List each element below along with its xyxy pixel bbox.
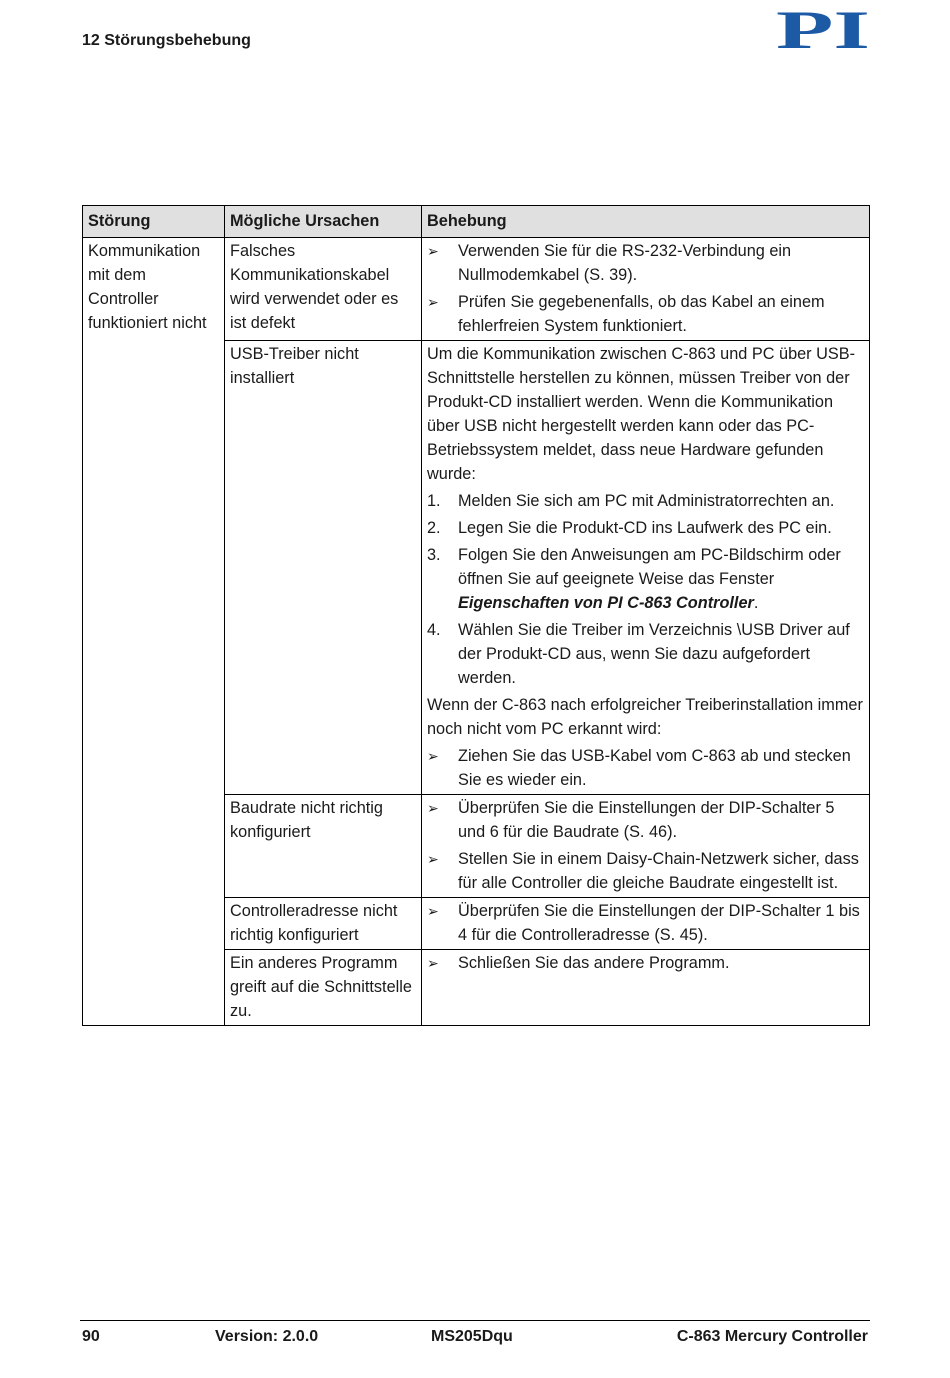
remedy-intro: Um die Kommunikation zwischen C-863 und PC über USB-Schnittstelle herstellen zu können, müssen Treiber von der Produkt-CD installiert werden. Wenn die Kommunikation über USB nicht hergestellt werden kann oder das PC-Betriebssystem meldet, dass neue Hardware gefunden wurde: [427,345,856,483]
list-item-text: Ziehen Sie das USB-Kabel vom C-863 ab und stecken Sie es wieder ein. [458,747,851,789]
arrow-bullet-icon: ➢ [427,903,439,919]
footer-divider [80,1320,870,1321]
bullet-list [427,796,864,895]
list-item [427,847,864,895]
arrow-bullet-icon: ➢ [427,748,439,764]
arrow-bullet-icon: ➢ [427,243,439,259]
list-item [427,744,864,792]
step-emphasis: Eigenschaften von PI C-863 Controller [458,594,754,612]
remedy-outro: Wenn der C-863 nach erfolgreicher Treiberinstallation immer noch nicht vom PC erkannt wird: [427,696,863,738]
list-item-text: Überprüfen Sie die Einstellungen der DIP-Schalter 5 und 6 für die Baudrate (S. 46). [458,799,835,841]
step-number: 2. [427,519,441,537]
footer-doc-id: MS205Dqu [431,1328,513,1345]
bullet-list [427,899,864,947]
arrow-bullet-icon: ➢ [427,294,439,310]
page-number: 90 [82,1328,100,1345]
pi-logo [776,6,872,52]
arrow-bullet-icon: ➢ [427,955,439,971]
fault-cell: Kommunikation mit dem Controller funktioniert nicht [83,238,225,1026]
bullet-list [427,744,864,792]
step-number: 3. [427,546,441,564]
cause-cell: Ein anderes Programm greift auf die Schnittstelle zu. [225,950,422,1026]
troubleshooting-table [82,205,870,1026]
cause-cell: Falsches Kommunikationskabel wird verwendet oder es ist defekt [225,238,422,341]
list-item-text: Stellen Sie in einem Daisy-Chain-Netzwerk sicher, dass für alle Controller die gleiche Baudrate eingestellt ist. [458,850,859,892]
list-item-text: Verwenden Sie für die RS-232-Verbindung ein Nullmodemkabel (S. 39). [458,242,792,284]
bullet-list [427,951,864,975]
numbered-steps [427,489,864,690]
arrow-bullet-icon: ➢ [427,851,439,867]
chapter-title: 12 Störungsbehebung [82,32,251,49]
table-header-row [83,206,870,238]
list-item [427,290,864,338]
list-item [427,516,864,540]
step-suffix: . [753,594,759,612]
list-item [427,951,864,975]
cause-cell: Baudrate nicht richtig konfiguriert [225,795,422,898]
footer-product: C-863 Mercury Controller [676,1328,868,1345]
list-item [427,489,864,513]
list-item-text: Prüfen Sie gegebenenfalls, ob das Kabel an einem fehlerfreien System funktioniert. [458,293,825,335]
remedy-cell [422,898,870,950]
bullet-list [427,239,864,338]
arrow-bullet-icon: ➢ [427,800,439,816]
footer-version: Version: 2.0.0 [215,1328,319,1345]
list-item-text: Schließen Sie das andere Programm. [458,954,730,972]
list-item [427,543,864,615]
cause-cell: USB-Treiber nicht installiert [225,341,422,795]
remedy-cell [422,950,870,1026]
remedy-cell [422,238,870,341]
column-header-causes: Mögliche Ursachen [225,206,422,238]
cause-cell: Controlleradresse nicht richtig konfiguriert [225,898,422,950]
step-text: Legen Sie die Produkt-CD ins Laufwerk des PC ein. [458,519,832,537]
list-item [427,618,864,690]
step-number: 1. [427,492,441,510]
step-text: Wählen Sie die Treiber im Verzeichnis \USB Driver auf der Produkt-CD aus, wenn Sie dazu aufgefordert werden. [458,621,850,687]
list-item [427,239,864,287]
column-header-remedy: Behebung [422,206,870,238]
step-text: Melden Sie sich am PC mit Administratorrechten an. [458,492,835,510]
table-row [83,238,870,341]
step-number: 4. [427,621,441,639]
list-item [427,796,864,844]
step-text: Folgen Sie den Anweisungen am PC-Bildschirm oder öffnen Sie auf geeignete Weise das Fenster [458,546,841,588]
pi-logo-text: PI [776,6,870,52]
remedy-cell [422,795,870,898]
remedy-cell [422,341,870,795]
list-item [427,899,864,947]
column-header-fault: Störung [83,206,225,238]
list-item-text: Überprüfen Sie die Einstellungen der DIP-Schalter 1 bis 4 für die Controlleradresse (S. 45). [458,902,860,944]
